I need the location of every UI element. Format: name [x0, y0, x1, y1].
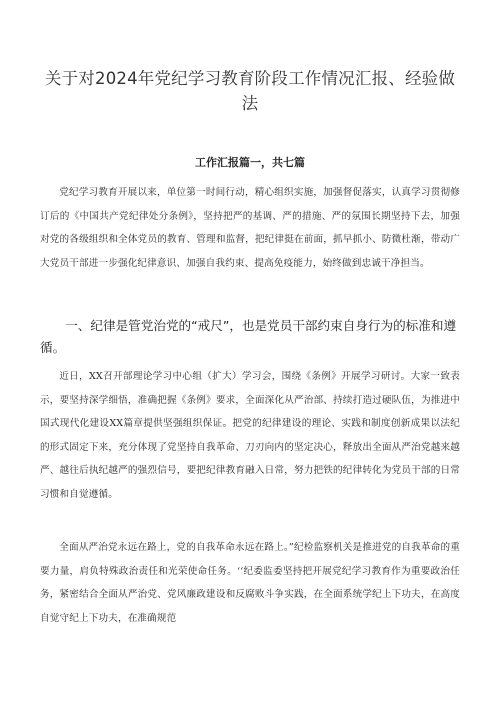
- body-paragraph-self-revolution: 全面从严治党永远在路上，党的自我革命永远在路上。”纪检监察机关是推进党的自我革命的重要力量，肩负特殊政治责任和光荣使命任务。‘‘纪委监委坚持把开展党纪学习教育作为重要政治任务，紧密结合全面从严治党、党风廉政建设和反腐败斗争实践，在全面系统学纪上下功夫，在高度自觉守纪上下功夫，在准确规范: [40, 542, 460, 624]
- heading-discipline: 一、纪律是管党治党的“戒尺”，也是党员干部约束自身行为的标准和遵循。: [40, 318, 457, 355]
- section-heading: 工作汇报篇一，共七篇: [195, 156, 305, 169]
- body-paragraph-intro: 党纪学习教育开展以来，单位第一时间行动，精心组织实施，加强督促落实，认真学习贯彻修订后的《中国共产党纪律处分条例》，坚持把严的基调、严的措施、严的氛围长期坚持下去，加强对党的各级组织和全体党员的教育、管理和监督，把纪律挺在前面，抓早抓小、防微杜渐，带动广大党员干部进一步强化纪律意识、加强自我约束、提高免疫能力，始终做到忠诚干净担当。: [40, 187, 460, 269]
- body-paragraph-study-meeting: 近日，XX召开部理论学习中心组（扩大）学习会，围绕《条例》开展学习研讨。大家一致表示，要坚持深学细悟，准确把握《条例》要求，全面深化从严治部、持续打造过硬队伍，为推进中国式现代化建设XX篇章提供坚强组织保证。把党的纪律建设的理论、实践和制度创新成果以法纪的形式固定下来，充分体现了党坚持自我革命、刀刃向内的坚定决心，释放出全面从严治党越来越严、越往后执纪越严的强烈信号，要把纪律教育融入日常，努力把铁的纪律转化为党员干部的日常习惯和自觉遵循。: [40, 371, 460, 500]
- document-title: 关于对2024年党纪学习教育阶段工作情况汇报、经验做法: [44, 69, 456, 113]
